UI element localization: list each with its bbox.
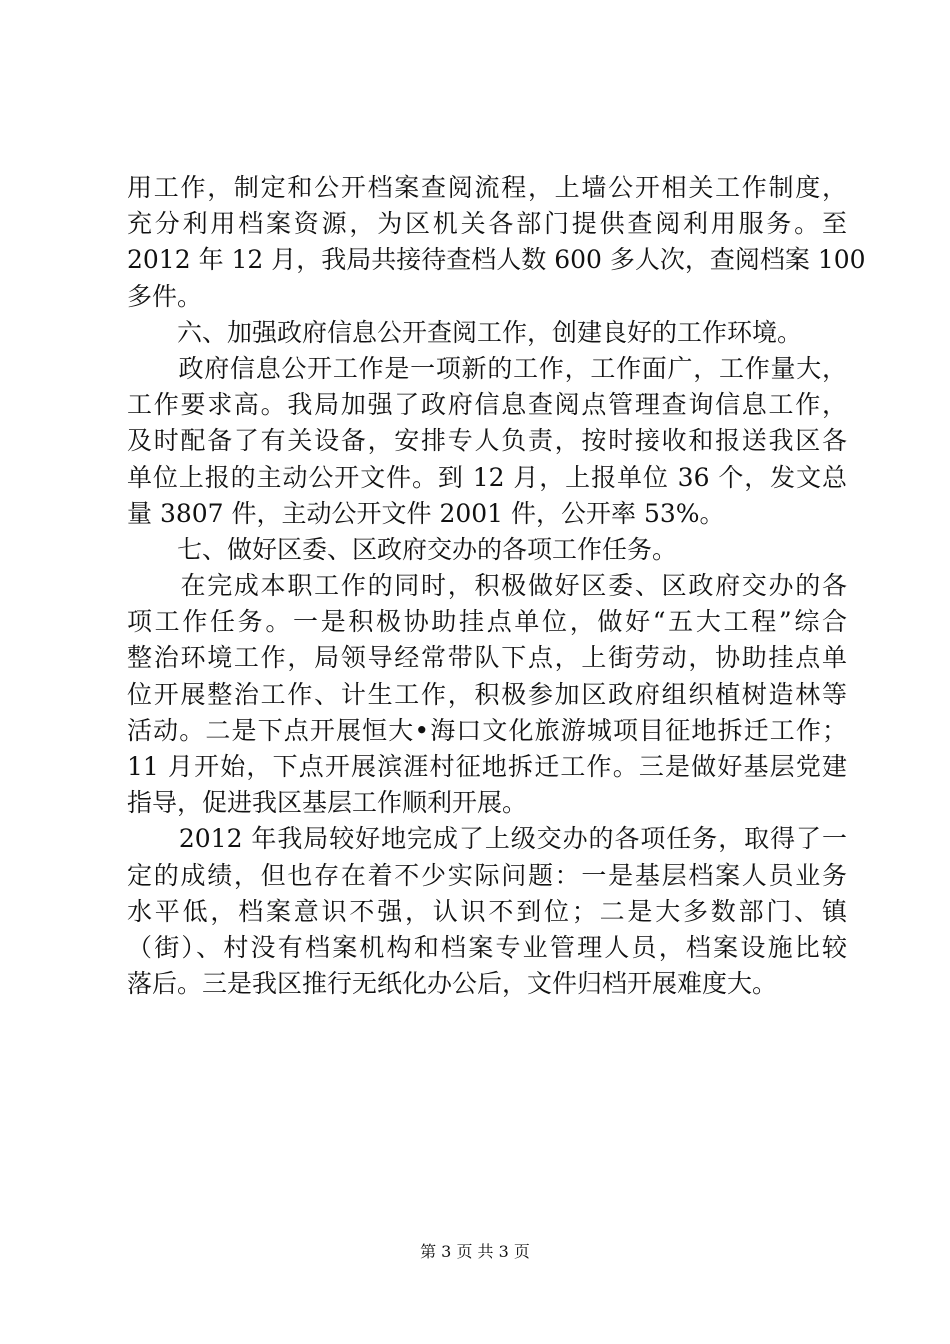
text-line: 政府信息公开工作是一项新的工作，工作面广，工作量大， bbox=[127, 353, 847, 383]
text-line: 2012 年我局较好地完成了上级交办的各项任务，取得了一 bbox=[127, 824, 847, 854]
section-heading-6: 六、加强政府信息公开查阅工作，创建良好的工作环境。 bbox=[127, 317, 803, 347]
text-line: 指导，促进我区基层工作顺利开展。 bbox=[127, 788, 528, 818]
text-line: 充分利用档案资源，为区机关各部门提供查阅利用服务。至 bbox=[127, 209, 847, 239]
text-line: 用工作，制定和公开档案查阅流程，上墙公开相关工作制度， bbox=[127, 173, 847, 202]
text-line: 工作要求高。我局加强了政府信息查阅点管理查询信息工作， bbox=[127, 390, 847, 420]
text-line: 定的成绩，但也存在着不少实际问题：一是基层档案人员业务 bbox=[127, 860, 847, 890]
text-line: 在完成本职工作的同时，积极做好区委、区政府交办的各 bbox=[127, 571, 847, 601]
text-line: 位开展整治工作、计生工作，积极参加区政府组织植树造林等 bbox=[127, 679, 847, 709]
text-line: 量 3807 件，主动公开文件 2001 件，公开率 53%。 bbox=[127, 498, 725, 528]
text-line: 单位上报的主动公开文件。到 12 月，上报单位 36 个，发文总 bbox=[127, 462, 847, 492]
page-number-footer: 第 3 页 共 3 页 bbox=[420, 1242, 530, 1261]
text-line: （街）、村没有档案机构和档案专业管理人员，档案设施比较 bbox=[127, 932, 847, 962]
text-line: 项工作任务。一是积极协助挂点单位，做好“五大工程”综合 bbox=[127, 607, 847, 637]
text-line: 活动。二是下点开展恒大•海口文化旅游城项目征地拆迁工作； bbox=[127, 715, 847, 745]
text-line: 整治环境工作，局领导经常带队下点，上街劳动，协助挂点单 bbox=[127, 643, 847, 673]
text-line: 及时配备了有关设备，安排专人负责，按时接收和报送我区各 bbox=[127, 426, 847, 456]
text-line: 水平低，档案意识不强，认识不到位；二是大多数部门、镇 bbox=[127, 896, 847, 926]
text-line: 11 月开始，下点开展滨涯村征地拆迁工作。三是做好基层党建 bbox=[127, 752, 847, 781]
text-line: 多件。 bbox=[127, 281, 203, 311]
section-heading-7: 七、做好区委、区政府交办的各项工作任务。 bbox=[127, 534, 678, 564]
document-body bbox=[127, 170, 866, 1002]
text-line: 2012 年 12 月，我局共接待查档人数 600 多人次，查阅档案 100 bbox=[127, 245, 866, 275]
text-line: 落后。三是我区推行无纸化办公后，文件归档开展难度大。 bbox=[127, 969, 778, 999]
